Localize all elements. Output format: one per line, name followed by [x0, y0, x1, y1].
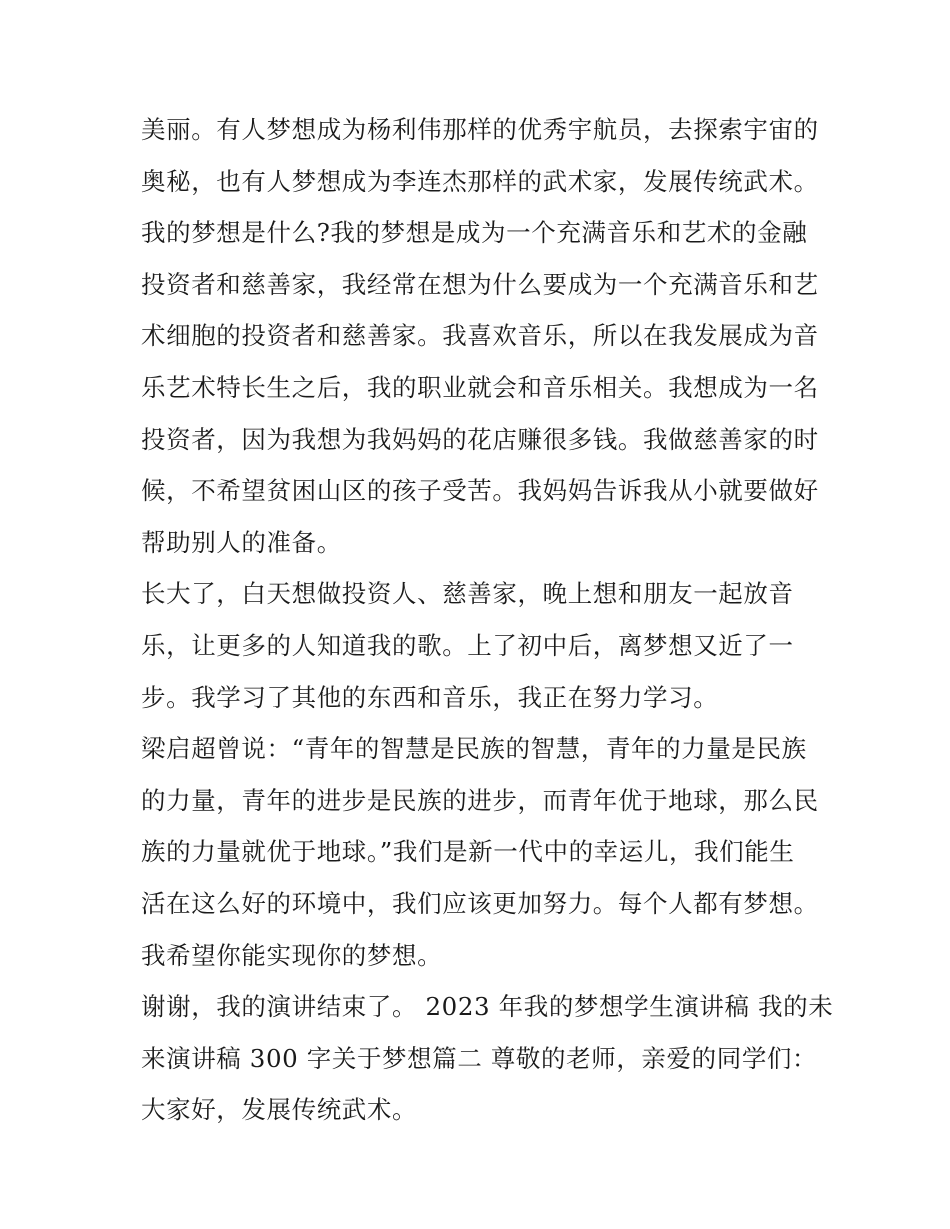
text-line-17: 我希望你能实现你的梦想。: [141, 940, 443, 970]
text-line-16: 活在这么好的环境中，我们应该更加努力。每个人都有梦想。: [141, 888, 819, 918]
body-text: [141, 104, 834, 1136]
text-line-7: 投资者，因为我想为我妈妈的花店赚很多钱。我做慈善家的时: [141, 424, 819, 454]
text-line-5: 术细胞的投资者和慈善家。我喜欢音乐，所以在我发展成为音: [141, 321, 819, 351]
text-line-6: 乐艺术特长生之后，我的职业就会和音乐相关。我想成为一名: [141, 372, 819, 402]
text-line-15: 族的力量就优于地球。”我们是新一代中的幸运儿，我们能生: [141, 837, 795, 867]
text-line-8: 候，不希望贫困山区的孩子受苦。我妈妈告诉我从小就要做好: [141, 476, 819, 506]
text-line-18: 谢谢，我的演讲结束了。 2023 年我的梦想学生演讲稿 我的未: [141, 992, 834, 1022]
text-line-11: 乐，让更多的人知道我的歌。上了初中后，离梦想又近了一: [141, 630, 794, 660]
text-line-13: 梁启超曾说：“青年的智慧是民族的智慧，青年的力量是民族: [141, 734, 807, 764]
text-line-9: 帮助别人的准备。: [141, 527, 342, 557]
text-line-2: 奥秘，也有人梦想成为李连杰那样的武术家，发展传统武术。: [141, 166, 819, 196]
text-line-12: 步。我学习了其他的东西和音乐，我正在努力学习。: [141, 682, 719, 712]
text-line-14: 的力量，青年的进步是民族的进步，而青年优于地球，那么民: [141, 785, 819, 815]
text-line-3: 我的梦想是什么?我的梦想是成为一个充满音乐和艺术的金融: [141, 218, 808, 248]
text-line-20: 大家好，发展传统武术。: [141, 1095, 418, 1125]
text-line-4: 投资者和慈善家，我经常在想为什么要成为一个充满音乐和艺: [141, 269, 819, 299]
text-line-19: 来演讲稿 300 字关于梦想篇二 尊敬的老师，亲爱的同学们：: [141, 1043, 818, 1073]
text-line-10: 长大了，白天想做投资人、慈善家，晚上想和朋友一起放音: [141, 579, 794, 609]
text-line-1: 美丽。有人梦想成为杨利伟那样的优秀宇航员，去探索宇宙的: [141, 115, 819, 144]
